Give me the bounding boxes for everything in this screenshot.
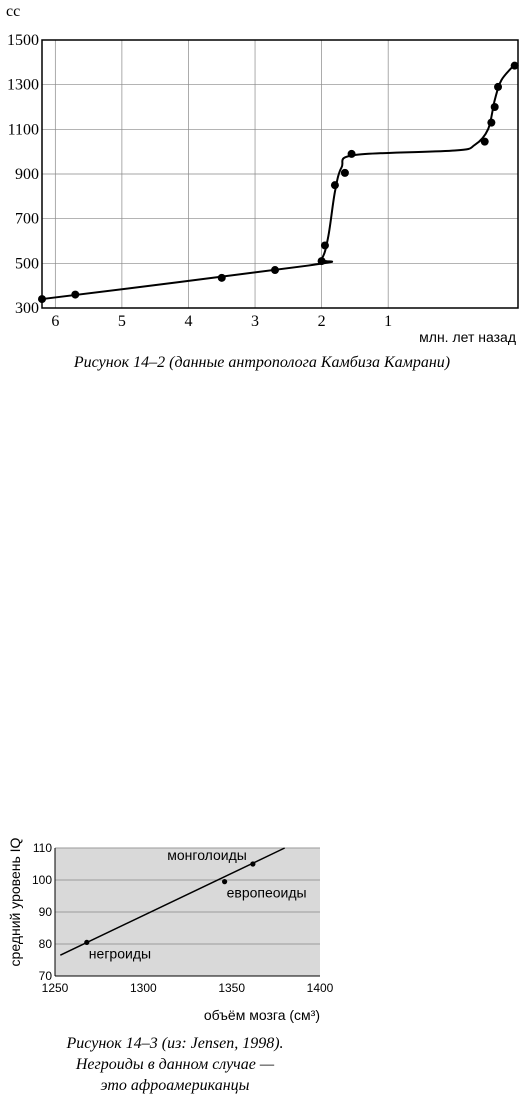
chart2-x-tick-label: 1350 [218,981,246,995]
chart1-points [38,62,519,303]
brain-volume-timeline-chart [0,0,524,350]
chart1-data-point [271,266,279,274]
figure-1-caption [0,352,524,373]
chart1-data-point [318,257,326,265]
chart1-data-point [38,295,46,303]
chart2-point-label: монголоиды [167,847,247,863]
figure-1-caption-text: Рисунок 14–2 (данные антрополога Камбиза Камрани) [73,354,451,371]
chart1-y-tick-label: 1300 [7,76,39,94]
chart2-data-point [84,940,89,945]
chart1-data-point [348,150,356,158]
chart1-x-tick-label: 6 [51,313,60,330]
chart1-x-tick-label: 3 [251,313,260,330]
figure-2-caption-line-1: Рисунок 14–3 (из: Jensen, 1998). [66,1035,284,1052]
chart1-x-tick-label: 5 [117,313,126,330]
chart1-y-tick-label: 300 [15,300,39,317]
chart1-x-tick-labels [51,313,392,330]
chart1-grid [42,40,518,308]
chart1-data-point [487,119,495,127]
chart2-data-point [222,879,227,884]
chart2-y-tick-label: 90 [38,905,52,919]
chart2-point-label: негроиды [88,945,152,962]
figure-2-caption-line-3: это афроамериканцы [100,1077,250,1094]
chart2-x-tick-label: 1300 [129,981,157,995]
chart1-x-axis-label: млн. лет назад [419,329,516,345]
chart1-data-point [331,181,339,189]
chart1-data-point [321,241,329,249]
figure-2-caption-line-2: Негроиды в данном случае — [75,1056,275,1073]
chart1-series [42,65,515,300]
chart1-y-axis-label: cc [6,3,21,20]
chart1-data-point [481,138,489,146]
iq-brain-volume-scatter [0,830,524,1030]
chart1-y-tick-label: 900 [15,166,39,183]
chart2-point-label: европеоиды [226,884,307,901]
chart1-x-tick-label: 2 [317,313,326,330]
chart2-y-tick-label: 80 [38,937,52,951]
chart1-y-tick-label: 1100 [7,121,39,139]
chart1-data-point [71,291,79,299]
chart1-y-tick-labels [7,32,39,317]
chart2-y-tick-label: 100 [31,873,52,887]
chart1-data-point [511,62,519,70]
chart2-y-tick-labels [32,841,52,983]
chart1-y-tick-label: 1500 [7,32,39,49]
chart2-y-tick-label: 70 [38,969,52,983]
chart2-data-point [250,861,255,866]
chart1-x-tick-label: 1 [384,313,393,330]
chart1-x-tick-label: 4 [184,313,193,330]
chart1-data-point [491,103,499,111]
chart1-data-point [218,274,226,282]
chart1-y-tick-label: 700 [15,210,39,228]
chart2-y-tick-label: 110 [32,841,52,855]
chart2-x-axis-label: объём мозга (см³) [203,1007,320,1023]
chart1-data-point [494,83,502,91]
chart1-series-line [42,65,515,300]
chart1-y-tick-label: 500 [15,255,39,273]
chart2-y-axis-label: средний уровень IQ [7,837,23,967]
chart1-data-point [341,169,349,177]
chart2-x-tick-label: 1250 [41,981,69,995]
figure-2-caption [10,1033,340,1096]
chart2-x-tick-label: 1400 [306,981,334,995]
chart2-x-tick-labels [42,981,334,995]
